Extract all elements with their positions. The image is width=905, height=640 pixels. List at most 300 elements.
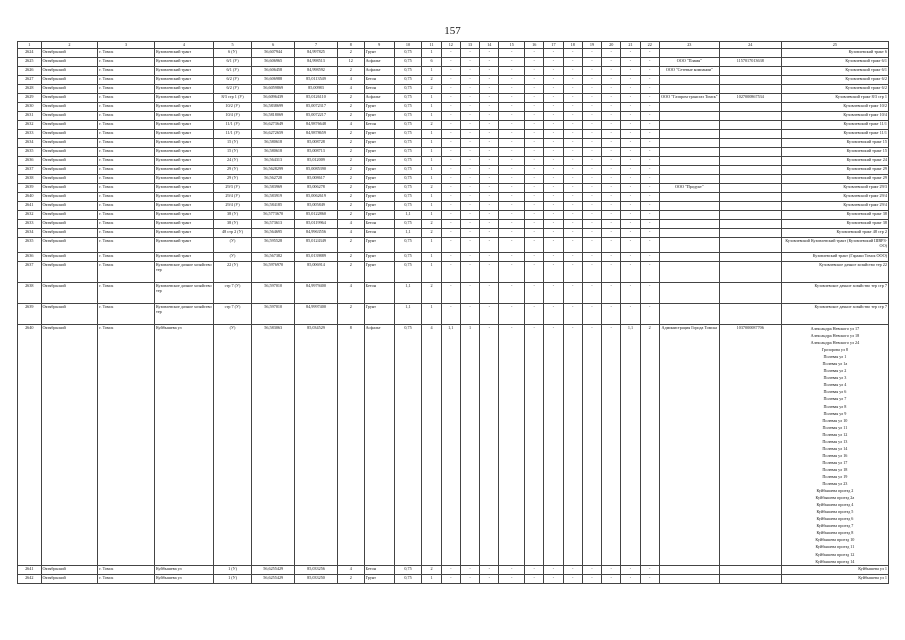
table-cell: - <box>563 103 582 112</box>
table-cell: 56,606458 <box>252 67 295 76</box>
table-cell: - <box>441 94 460 103</box>
table-cell: - <box>525 283 544 304</box>
table-cell: - <box>460 112 479 121</box>
table-cell: - <box>499 67 525 76</box>
table-cell: г. Томск <box>98 193 155 202</box>
table-cell: Грунт <box>364 175 394 184</box>
table-cell: - <box>563 283 582 304</box>
table-row <box>18 94 889 103</box>
table-cell: - <box>602 76 621 85</box>
address-item: Куйбышева проезд 8 <box>816 530 854 536</box>
table-cell: - <box>640 565 659 574</box>
table-cell: 85,005849 <box>295 202 338 211</box>
table-cell: Кузовлевское дачное хозяйство тер <box>154 283 213 304</box>
table-cell: 4 <box>337 283 364 304</box>
table-cell: 1 <box>422 253 441 262</box>
table-cell: Кузовлевский тракт <box>154 94 213 103</box>
table-cell: - <box>621 175 640 184</box>
table-row <box>18 283 889 304</box>
table-cell: - <box>525 166 544 175</box>
table-cell: Кузовлевский тракт 6 <box>781 49 888 58</box>
table-cell: - <box>602 121 621 130</box>
table-cell: Октябрьский <box>41 76 98 85</box>
table-cell <box>719 139 781 148</box>
table-row <box>18 574 889 583</box>
table-cell: Кузовлевский тракт <box>154 184 213 193</box>
table-cell <box>659 220 719 229</box>
table-cell: 2624 <box>18 49 42 58</box>
table-cell: Грунт <box>364 304 394 325</box>
table-cell: - <box>563 262 582 283</box>
table-cell: Кузовлевский тракт 15 <box>781 148 888 157</box>
table-cell: Октябрьский <box>41 130 98 139</box>
table-cell: (У) <box>213 238 252 253</box>
table-cell: - <box>499 58 525 67</box>
table-cell: 56,583969 <box>252 184 295 193</box>
table-cell: 0,75 <box>394 103 422 112</box>
table-cell: - <box>640 139 659 148</box>
table-cell: - <box>582 238 601 253</box>
table-row <box>18 85 889 94</box>
table-cell: 2 <box>337 262 364 283</box>
table-cell: ООО "Продукт" <box>659 184 719 193</box>
table-cell: 56,5976970 <box>252 262 295 283</box>
table-cell: - <box>480 94 499 103</box>
table-cell: (У) <box>213 253 252 262</box>
table-cell: - <box>602 139 621 148</box>
table-cell: - <box>525 121 544 130</box>
table-cell <box>719 157 781 166</box>
table-cell: - <box>640 85 659 94</box>
table-cell: Грунт <box>364 139 394 148</box>
table-row <box>18 262 889 283</box>
table-cell <box>659 121 719 130</box>
table-row <box>18 565 889 574</box>
table-cell: Октябрьский <box>41 211 98 220</box>
table-cell: - <box>621 565 640 574</box>
table-cell: Октябрьский <box>41 325 98 566</box>
table-cell: 0,75 <box>394 157 422 166</box>
table-cell: Октябрьский <box>41 262 98 283</box>
table-cell: 1,1 <box>441 325 460 566</box>
table-cell: - <box>499 262 525 283</box>
table-cell: 56,595528 <box>252 238 295 253</box>
table-cell: - <box>563 76 582 85</box>
table-cell: - <box>602 574 621 583</box>
table-cell: - <box>621 148 640 157</box>
table-row <box>18 49 889 58</box>
table-cell: 29 (У) <box>213 175 252 184</box>
table-cell: 84,997825 <box>295 49 338 58</box>
table-cell: Грунт <box>364 238 394 253</box>
table-cell: 0,75 <box>394 193 422 202</box>
table-cell: - <box>499 565 525 574</box>
table-cell: - <box>544 229 563 238</box>
table-cell: - <box>441 565 460 574</box>
table-cell: - <box>582 283 601 304</box>
table-cell: - <box>499 76 525 85</box>
column-header: 8 <box>337 42 364 49</box>
table-cell <box>659 238 719 253</box>
table-cell: - <box>480 85 499 94</box>
table-cell: Октябрьский <box>41 67 98 76</box>
table-cell: 2 <box>422 565 441 574</box>
column-header: 3 <box>98 42 155 49</box>
table-cell: 4 <box>337 121 364 130</box>
table-cell: - <box>525 76 544 85</box>
table-cell: Кузовлевский тракт <box>154 148 213 157</box>
table-cell: - <box>544 193 563 202</box>
table-cell: Кузовлевский тракт 10/4 <box>781 112 888 121</box>
table-cell <box>719 238 781 253</box>
table-cell: - <box>640 121 659 130</box>
column-header: 21 <box>621 42 640 49</box>
table-cell: 2 <box>337 157 364 166</box>
table-cell: 56,6255429 <box>252 574 295 583</box>
table-cell: - <box>582 325 601 566</box>
table-cell: 1 <box>422 211 441 220</box>
table-cell <box>659 304 719 325</box>
table-cell: - <box>582 202 601 211</box>
table-cell: 2 <box>422 229 441 238</box>
table-cell: 2628 <box>18 85 42 94</box>
address-item: Куйбышева проезд 2 <box>816 488 854 494</box>
table-cell: Грунт <box>364 211 394 220</box>
table-cell: 15 (У) <box>213 139 252 148</box>
table-cell: - <box>640 103 659 112</box>
table-cell: 85,0126110 <box>295 94 338 103</box>
table-cell: 56,567382 <box>252 253 295 262</box>
table-cell: - <box>480 211 499 220</box>
table-cell: 1 <box>422 94 441 103</box>
table-cell: 2627 <box>18 76 42 85</box>
table-cell: - <box>544 85 563 94</box>
table-cell: 2 <box>337 166 364 175</box>
table-cell: 2634 <box>18 229 42 238</box>
table-cell <box>659 166 719 175</box>
table-row <box>18 112 889 121</box>
table-cell: - <box>563 121 582 130</box>
table-cell: - <box>460 157 479 166</box>
table-cell: Кузовлевский тракт 10/2 <box>781 103 888 112</box>
table-cell <box>719 112 781 121</box>
table-cell: - <box>582 85 601 94</box>
table-cell: г. Томск <box>98 130 155 139</box>
table-cell: 1 <box>422 112 441 121</box>
table-cell: - <box>582 94 601 103</box>
table-cell: Октябрьский <box>41 49 98 58</box>
table-cell: - <box>602 238 621 253</box>
table-cell: Грунт <box>364 49 394 58</box>
address-item: Куйбышева проезд 11 <box>815 544 855 550</box>
address-item: Полевая ул 4 <box>823 382 847 388</box>
table-cell <box>659 565 719 574</box>
table-cell: - <box>525 67 544 76</box>
table-cell: 10/2 (У) <box>213 103 252 112</box>
table-cell: 6 <box>422 58 441 67</box>
table-cell: Кузовлевский тракт 6/2 <box>781 76 888 85</box>
table-cell: - <box>582 220 601 229</box>
table-cell: г. Томск <box>98 112 155 121</box>
table-cell: - <box>563 157 582 166</box>
table-cell: Октябрьский <box>41 238 98 253</box>
table-cell: 1027000867534 <box>719 94 781 103</box>
table-cell: 0,75 <box>394 112 422 121</box>
table-cell: - <box>544 67 563 76</box>
table-cell: - <box>525 184 544 193</box>
table-cell: 1 <box>422 166 441 175</box>
table-cell: - <box>582 229 601 238</box>
table-cell <box>659 262 719 283</box>
table-cell: - <box>621 76 640 85</box>
table-cell: - <box>525 220 544 229</box>
table-cell <box>719 130 781 139</box>
table-cell: - <box>621 94 640 103</box>
table-cell <box>719 283 781 304</box>
table-cell: 56,564313 <box>252 157 295 166</box>
table-cell: - <box>640 253 659 262</box>
table-cell: - <box>563 325 582 566</box>
table-cell: - <box>640 94 659 103</box>
table-cell: 2 <box>337 211 364 220</box>
table-cell: Куйбышева ул 1 <box>781 565 888 574</box>
table-cell: 85,0072217 <box>295 112 338 121</box>
table-cell: 29 (У) <box>213 166 252 175</box>
table-cell: 11/1 (У) <box>213 130 252 139</box>
table-cell: 56,6273649 <box>252 121 295 130</box>
table-cell: Кузовлевский тракт 6/1 <box>781 67 888 76</box>
table-cell: - <box>621 130 640 139</box>
table-cell: - <box>544 184 563 193</box>
table-cell: Администрация Города Томска <box>659 325 719 566</box>
table-cell: Асфальт <box>364 325 394 566</box>
address-item: Александра Невского ул 17 <box>810 326 860 331</box>
table-cell: 56,597010 <box>252 304 295 325</box>
table-cell: - <box>582 121 601 130</box>
column-header: 7 <box>295 42 338 49</box>
table-cell: - <box>602 85 621 94</box>
table-cell: - <box>460 103 479 112</box>
table-cell: 56,6096439 <box>252 94 295 103</box>
table-cell: 2642 <box>18 574 42 583</box>
table-cell: Грунт <box>364 103 394 112</box>
table-cell: Октябрьский <box>41 229 98 238</box>
table-cell: Октябрьский <box>41 220 98 229</box>
address-item: Полевая ул 14 <box>822 445 848 451</box>
table-cell <box>659 193 719 202</box>
table-cell: г. Томск <box>98 202 155 211</box>
table-cell: 4 <box>337 220 364 229</box>
table-cell: Кузовлевское дачное хозяйство тер стр 7 <box>781 304 888 325</box>
table-cell: 0,75 <box>394 130 422 139</box>
table-cell: 2 <box>337 103 364 112</box>
address-item: Полевая ул 19 <box>822 473 848 479</box>
table-cell: - <box>499 49 525 58</box>
table-cell: г. Томск <box>98 229 155 238</box>
table-cell: 84,998513 <box>295 58 338 67</box>
table-cell: Октябрьский <box>41 175 98 184</box>
table-cell: - <box>499 220 525 229</box>
table-cell: Куйбышева ул 1 <box>781 574 888 583</box>
table-cell <box>719 49 781 58</box>
table-cell: 1 <box>422 67 441 76</box>
table-cell: 0,75 <box>394 325 422 566</box>
table-cell: - <box>602 565 621 574</box>
table-cell: 1 <box>422 148 441 157</box>
table-cell: 85,0139889 <box>295 253 338 262</box>
table-cell: Асфальт <box>364 94 394 103</box>
table-cell: 85,0119964 <box>295 220 338 229</box>
table-cell: - <box>525 49 544 58</box>
column-header: 1 <box>18 42 42 49</box>
table-cell: 0,75 <box>394 85 422 94</box>
table-cell: - <box>480 130 499 139</box>
table-cell: - <box>441 202 460 211</box>
table-cell: 2 <box>337 253 364 262</box>
table-cell: - <box>563 166 582 175</box>
table-cell: 1 <box>422 157 441 166</box>
table-cell: 24 (У) <box>213 157 252 166</box>
table-cell: - <box>441 262 460 283</box>
table-cell: - <box>602 175 621 184</box>
table-cell: Бетон <box>364 220 394 229</box>
table-cell: - <box>480 49 499 58</box>
table-cell: - <box>499 283 525 304</box>
table-cell: 84,9963556 <box>295 229 338 238</box>
table-cell: 85,0124349 <box>295 238 338 253</box>
table-cell: - <box>602 58 621 67</box>
table-cell: 2 <box>422 121 441 130</box>
table-cell: г. Томск <box>98 283 155 304</box>
table-cell: - <box>460 565 479 574</box>
table-cell: 4 <box>422 325 441 566</box>
table-cell: 1,1 <box>621 325 640 566</box>
table-cell: г. Томск <box>98 148 155 157</box>
table-cell: - <box>544 238 563 253</box>
table-cell: Кузовлевский тракт 38 <box>781 211 888 220</box>
table-cell: - <box>480 325 499 566</box>
table-cell: - <box>460 238 479 253</box>
table-cell: - <box>621 253 640 262</box>
table-cell: - <box>621 304 640 325</box>
table-cell: - <box>460 574 479 583</box>
table-cell <box>719 175 781 184</box>
table-cell: - <box>480 193 499 202</box>
table-cell: - <box>621 121 640 130</box>
table-cell: 85,034529 <box>295 325 338 566</box>
table-cell: - <box>640 229 659 238</box>
table-cell: - <box>499 202 525 211</box>
table-cell: - <box>621 262 640 283</box>
table-row <box>18 193 889 202</box>
table-row <box>18 325 889 566</box>
table-cell: - <box>640 193 659 202</box>
table-cell: - <box>563 565 582 574</box>
table-cell: Октябрьский <box>41 85 98 94</box>
table-cell: - <box>640 67 659 76</box>
table-cell: - <box>480 283 499 304</box>
table-cell: - <box>525 202 544 211</box>
table-cell: Куйбышева ул <box>154 574 213 583</box>
table-cell: - <box>480 58 499 67</box>
table-cell <box>719 565 781 574</box>
table-cell: 1 <box>422 130 441 139</box>
table-cell: - <box>480 202 499 211</box>
table-cell: 0,75 <box>394 166 422 175</box>
table-cell: Бетон <box>364 283 394 304</box>
table-cell: - <box>525 112 544 121</box>
column-header: 19 <box>582 42 601 49</box>
table-cell: г. Томск <box>98 304 155 325</box>
table-cell: г. Томск <box>98 94 155 103</box>
table-cell: г. Томск <box>98 157 155 166</box>
table-cell: Грунт <box>364 130 394 139</box>
table-row <box>18 211 889 220</box>
table-cell: 85,008713 <box>295 148 338 157</box>
table-cell: - <box>582 211 601 220</box>
table-cell: 56,564695 <box>252 229 295 238</box>
table-cell: 56,5773670 <box>252 211 295 220</box>
table-cell: 2640 <box>18 325 42 566</box>
table-cell: - <box>480 112 499 121</box>
table-cell: г. Томск <box>98 175 155 184</box>
table-cell: 56,562728 <box>252 175 295 184</box>
table-row <box>18 130 889 139</box>
table-cell: 2637 <box>18 166 42 175</box>
table-row <box>18 175 889 184</box>
table-cell: г. Томск <box>98 211 155 220</box>
column-header: 5 <box>213 42 252 49</box>
table-cell: - <box>582 49 601 58</box>
table-cell: - <box>602 283 621 304</box>
table-cell: - <box>602 130 621 139</box>
table-cell: 56,580618 <box>252 148 295 157</box>
table-cell: 2 <box>337 148 364 157</box>
table-cell: - <box>525 574 544 583</box>
table-cell: 1,1 <box>394 229 422 238</box>
table-cell: - <box>640 58 659 67</box>
table-cell: - <box>441 166 460 175</box>
address-item: Александра Невского ул 18 <box>810 333 860 339</box>
table-cell <box>719 76 781 85</box>
table-cell: - <box>441 175 460 184</box>
table-cell: - <box>460 220 479 229</box>
column-header: 10 <box>394 42 422 49</box>
table-cell: - <box>499 121 525 130</box>
table-row <box>18 238 889 253</box>
table-cell: - <box>480 253 499 262</box>
table-cell: - <box>621 193 640 202</box>
table-cell: - <box>544 103 563 112</box>
table-cell: - <box>563 148 582 157</box>
table-cell: - <box>640 211 659 220</box>
table-cell: 56,5838699 <box>252 103 295 112</box>
table-cell: - <box>499 304 525 325</box>
table-cell: Кузовлевский тракт <box>154 220 213 229</box>
table-cell: - <box>602 304 621 325</box>
table-cell: - <box>621 49 640 58</box>
table-cell: 85,0062619 <box>295 193 338 202</box>
table-cell: - <box>563 58 582 67</box>
table-cell: 2632 <box>18 211 42 220</box>
column-header: 15 <box>499 42 525 49</box>
column-header: 24 <box>719 42 781 49</box>
table-cell: 85,00983 <box>295 85 338 94</box>
table-cell: Кузовлевский тракт 24 <box>781 157 888 166</box>
table-cell: Октябрьский <box>41 94 98 103</box>
table-cell <box>659 85 719 94</box>
table-cell: - <box>480 574 499 583</box>
